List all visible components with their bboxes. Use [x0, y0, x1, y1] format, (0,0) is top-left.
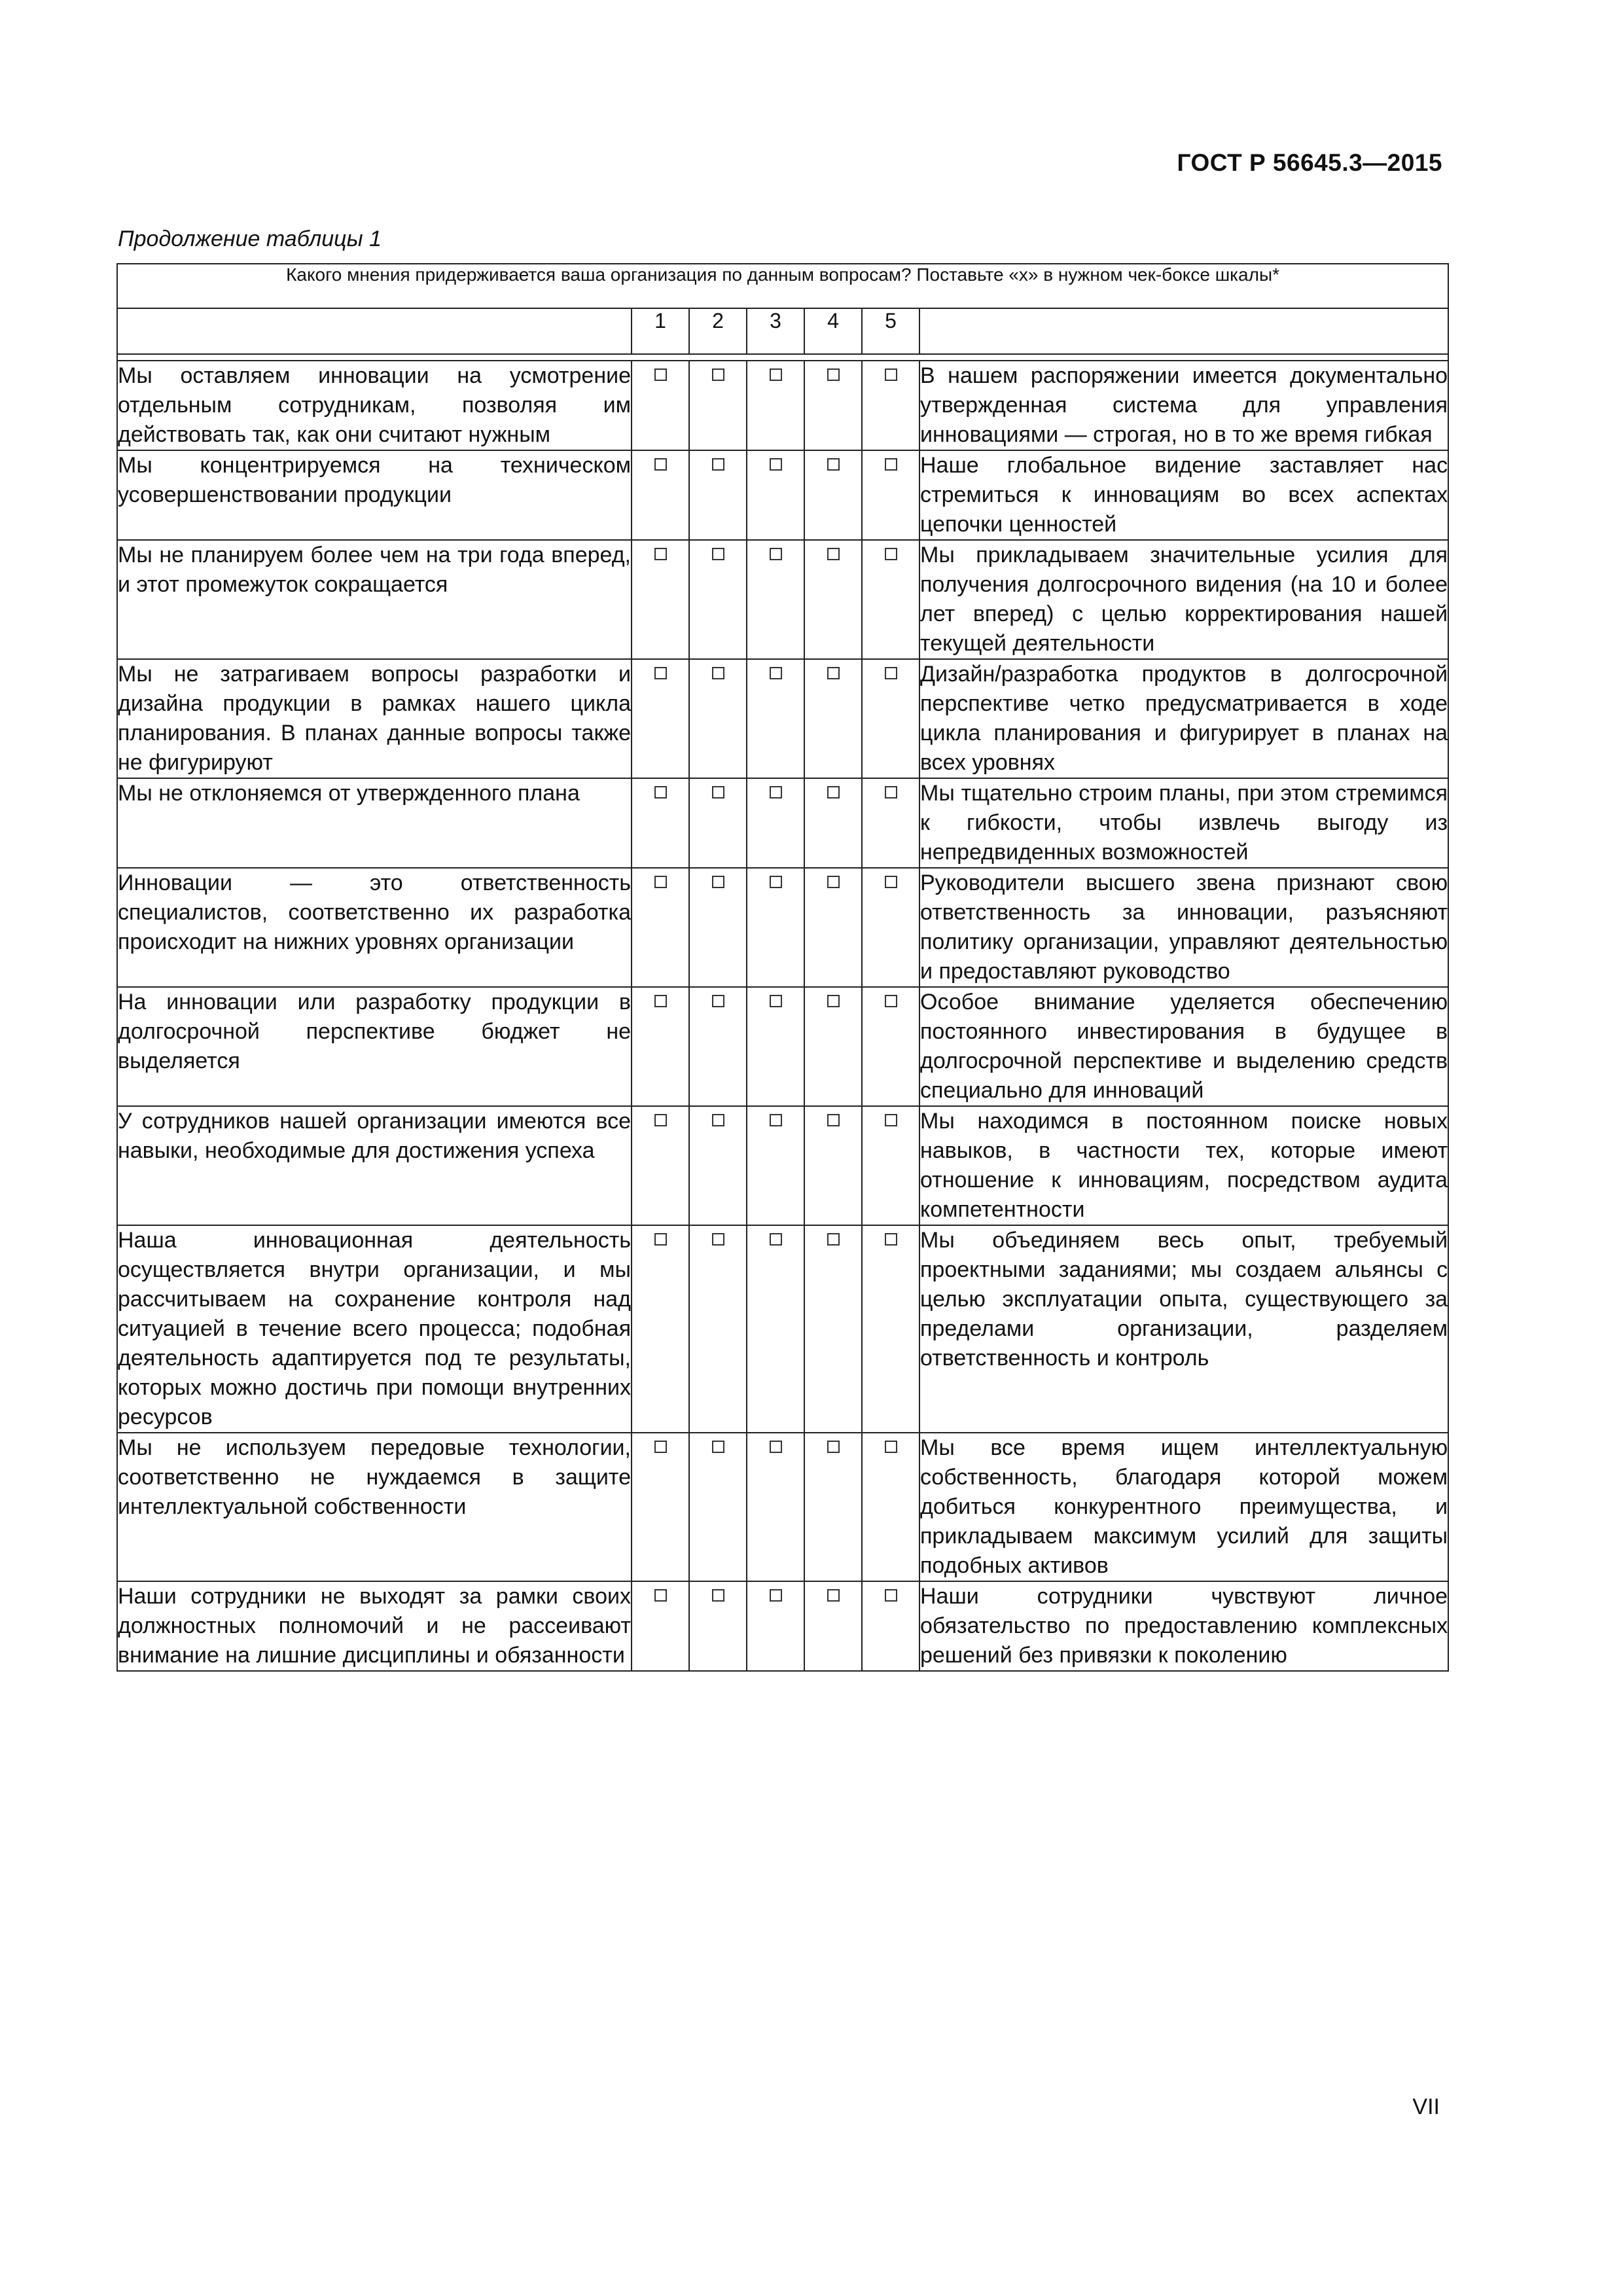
- scale-checkbox-cell: [862, 1433, 919, 1581]
- checkbox-1[interactable]: [654, 786, 667, 798]
- scale-checkbox-cell: [689, 1225, 747, 1433]
- statement-left: Мы концентрируемся на техническом усовершенствовании продукции: [117, 450, 632, 540]
- checkbox-1[interactable]: [654, 1114, 667, 1126]
- table-row: [117, 540, 1448, 659]
- statement-left: Мы не планируем более чем на три года вперед, и этот промежуток сокращается: [117, 540, 632, 659]
- checkbox-2[interactable]: [712, 548, 724, 560]
- scale-checkbox-cell: [862, 868, 919, 987]
- scale-checkbox-cell: [747, 1581, 804, 1671]
- checkbox-2[interactable]: [712, 1441, 724, 1453]
- statement-right: Руководители высшего звена признают свою ответственность за инновации, разъясняют политику организации, управляют деятельностью и предоставляют руководство: [919, 868, 1448, 987]
- statement-left: Мы не затрагиваем вопросы разработки и дизайна продукции в рамках нашего цикла планирования. В планах данные вопросы также не фигурируют: [117, 659, 632, 778]
- statement-right: Мы объединяем весь опыт, требуемый проектными заданиями; мы создаем альянсы с целью эксплуатации опыта, существующего за пределами организации, разделяем ответственность и контроль: [919, 1225, 1448, 1433]
- statement-left: Наши сотрудники не выходят за рамки своих должностных полномочий и не рассеивают внимание на лишние дисциплины и обязанности: [117, 1581, 632, 1671]
- scale-number-4: 4: [804, 308, 862, 354]
- scale-number-5: 5: [862, 308, 919, 354]
- checkbox-4[interactable]: [827, 995, 840, 1007]
- table-row: [117, 868, 1448, 987]
- scale-checkbox-cell: [632, 1433, 689, 1581]
- checkbox-2[interactable]: [712, 1233, 724, 1246]
- table-row: [117, 659, 1448, 778]
- scale-checkbox-cell: [804, 987, 862, 1106]
- checkbox-3[interactable]: [770, 995, 782, 1007]
- scale-checkbox-cell: [862, 450, 919, 540]
- scale-checkbox-cell: [632, 987, 689, 1106]
- scale-checkbox-cell: [689, 1433, 747, 1581]
- scale-checkbox-cell: [862, 659, 919, 778]
- checkbox-2[interactable]: [712, 1114, 724, 1126]
- scale-number-2: 2: [689, 308, 747, 354]
- checkbox-3[interactable]: [770, 1233, 782, 1246]
- scale-checkbox-cell: [862, 987, 919, 1106]
- checkbox-1[interactable]: [654, 458, 667, 471]
- scale-number-1: 1: [632, 308, 689, 354]
- scale-checkbox-cell: [632, 1581, 689, 1671]
- checkbox-4[interactable]: [827, 1589, 840, 1602]
- scale-checkbox-cell: [689, 778, 747, 868]
- checkbox-3[interactable]: [770, 667, 782, 679]
- statement-left: На инновации или разработку продукции в долгосрочной перспективе бюджет не выделяется: [117, 987, 632, 1106]
- checkbox-3[interactable]: [770, 876, 782, 888]
- table-caption: Продолжение таблицы 1: [118, 226, 382, 251]
- checkbox-4[interactable]: [827, 1441, 840, 1453]
- scale-checkbox-cell: [804, 450, 862, 540]
- table-row: [117, 1106, 1448, 1225]
- table-row: [117, 778, 1448, 868]
- scale-checkbox-cell: [747, 987, 804, 1106]
- checkbox-1[interactable]: [654, 368, 667, 381]
- scale-checkbox-cell: [689, 450, 747, 540]
- table-row: [117, 361, 1448, 450]
- scale-checkbox-cell: [804, 778, 862, 868]
- table-row: [117, 1225, 1448, 1433]
- table-row: [117, 987, 1448, 1106]
- scale-checkbox-cell: [804, 659, 862, 778]
- scale-checkbox-cell: [689, 540, 747, 659]
- checkbox-4[interactable]: [827, 368, 840, 381]
- header-separator: [117, 354, 1448, 361]
- scale-checkbox-cell: [632, 361, 689, 450]
- checkbox-4[interactable]: [827, 786, 840, 798]
- scale-checkbox-cell: [689, 987, 747, 1106]
- scale-checkbox-cell: [747, 778, 804, 868]
- checkbox-5[interactable]: [885, 1233, 897, 1246]
- checkbox-1[interactable]: [654, 1233, 667, 1246]
- page-number: VII: [1412, 2094, 1440, 2119]
- scale-checkbox-cell: [747, 1433, 804, 1581]
- checkbox-5[interactable]: [885, 995, 897, 1007]
- checkbox-5[interactable]: [885, 1114, 897, 1126]
- question-header: Какого мнения придерживается ваша организация по данным вопросам? Поставьте «х» в нужном чек-боксе шкалы*: [117, 264, 1448, 308]
- scale-checkbox-cell: [747, 659, 804, 778]
- statement-right: Дизайн/разработка продуктов в долгосрочной перспективе четко предусматривается в ходе цикла планирования и фигурирует в планах на всех уровнях: [919, 659, 1448, 778]
- scale-checkbox-cell: [862, 1225, 919, 1433]
- scale-checkbox-cell: [632, 868, 689, 987]
- checkbox-5[interactable]: [885, 1589, 897, 1602]
- statement-right: Особое внимание уделяется обеспечению постоянного инвестирования в будущее в долгосрочной перспективе и выделению средств специально для инноваций: [919, 987, 1448, 1106]
- scale-checkbox-cell: [862, 1106, 919, 1225]
- scale-checkbox-cell: [804, 1225, 862, 1433]
- statement-right: Мы находимся в постоянном поиске новых навыков, в частности тех, которые имеют отношение к инновациям, посредством аудита компетентности: [919, 1106, 1448, 1225]
- statement-right: Наши сотрудники чувствуют личное обязательство по предоставлению комплексных решений без привязки к поколению: [919, 1581, 1448, 1671]
- scale-checkbox-cell: [804, 1433, 862, 1581]
- checkbox-1[interactable]: [654, 1589, 667, 1602]
- checkbox-5[interactable]: [885, 368, 897, 381]
- checkbox-3[interactable]: [770, 368, 782, 381]
- checkbox-4[interactable]: [827, 548, 840, 560]
- checkbox-3[interactable]: [770, 1114, 782, 1126]
- checkbox-2[interactable]: [712, 995, 724, 1007]
- statement-right: В нашем распоряжении имеется документально утвержденная система для управления инновациями — строгая, но в то же время гибкая: [919, 361, 1448, 450]
- scale-checkbox-cell: [804, 540, 862, 659]
- checkbox-3[interactable]: [770, 786, 782, 798]
- checkbox-4[interactable]: [827, 667, 840, 679]
- checkbox-1[interactable]: [654, 995, 667, 1007]
- statement-right: Наше глобальное видение заставляет нас стремиться к инновациям во всех аспектах цепочки ценностей: [919, 450, 1448, 540]
- document-code: ГОСТ Р 56645.3—2015: [1177, 149, 1442, 176]
- checkbox-5[interactable]: [885, 786, 897, 798]
- checkbox-5[interactable]: [885, 548, 897, 560]
- checkbox-5[interactable]: [885, 1441, 897, 1453]
- checkbox-5[interactable]: [885, 876, 897, 888]
- scale-checkbox-cell: [632, 659, 689, 778]
- questionnaire-table: [116, 263, 1449, 1672]
- scale-checkbox-cell: [747, 540, 804, 659]
- statement-left: Мы не отклоняемся от утвержденного плана: [117, 778, 632, 868]
- scale-checkbox-cell: [632, 1225, 689, 1433]
- scale-checkbox-cell: [862, 361, 919, 450]
- checkbox-2[interactable]: [712, 786, 724, 798]
- scale-checkbox-cell: [862, 1581, 919, 1671]
- table-row: [117, 1433, 1448, 1581]
- scale-checkbox-cell: [689, 361, 747, 450]
- scale-checkbox-cell: [862, 778, 919, 868]
- checkbox-1[interactable]: [654, 667, 667, 679]
- checkbox-4[interactable]: [827, 1114, 840, 1126]
- checkbox-4[interactable]: [827, 876, 840, 888]
- checkbox-4[interactable]: [827, 458, 840, 471]
- checkbox-3[interactable]: [770, 1589, 782, 1602]
- checkbox-2[interactable]: [712, 368, 724, 381]
- scale-checkbox-cell: [747, 1106, 804, 1225]
- scale-checkbox-cell: [747, 868, 804, 987]
- statement-left: Мы оставляем инновации на усмотрение отдельным сотрудникам, позволяя им действовать так, как они считают нужным: [117, 361, 632, 450]
- scale-checkbox-cell: [804, 1581, 862, 1671]
- scale-checkbox-cell: [689, 1106, 747, 1225]
- checkbox-5[interactable]: [885, 458, 897, 471]
- scale-checkbox-cell: [747, 361, 804, 450]
- checkbox-2[interactable]: [712, 458, 724, 471]
- statement-right: Мы тщательно строим планы, при этом стремимся к гибкости, чтобы извлечь выгоду из непредвиденных возможностей: [919, 778, 1448, 868]
- scale-checkbox-cell: [862, 540, 919, 659]
- scale-checkbox-cell: [804, 361, 862, 450]
- statement-left: Инновации — это ответственность специалистов, соответственно их разработка происходит на нижних уровнях организации: [117, 868, 632, 987]
- table-row: [117, 450, 1448, 540]
- checkbox-1[interactable]: [654, 1441, 667, 1453]
- checkbox-1[interactable]: [654, 548, 667, 560]
- scale-blank-right: [919, 308, 1448, 354]
- checkbox-2[interactable]: [712, 1589, 724, 1602]
- checkbox-2[interactable]: [712, 876, 724, 888]
- scale-checkbox-cell: [632, 540, 689, 659]
- scale-checkbox-cell: [632, 450, 689, 540]
- checkbox-3[interactable]: [770, 458, 782, 471]
- scale-number-3: 3: [747, 308, 804, 354]
- statement-right: Мы прикладываем значительные усилия для получения долгосрочного видения (на 10 и более лет вперед) с целью корректирования нашей текущей деятельности: [919, 540, 1448, 659]
- scale-checkbox-cell: [747, 450, 804, 540]
- scale-checkbox-cell: [804, 868, 862, 987]
- checkbox-3[interactable]: [770, 1441, 782, 1453]
- scale-checkbox-cell: [804, 1106, 862, 1225]
- checkbox-2[interactable]: [712, 667, 724, 679]
- scale-checkbox-cell: [689, 1581, 747, 1671]
- checkbox-3[interactable]: [770, 548, 782, 560]
- scale-blank-left: [117, 308, 632, 354]
- statement-left: Наша инновационная деятельность осуществляется внутри организации, и мы рассчитываем на сохранение контроля над ситуацией в течение всего процесса; подобная деятельность адаптируется под те результаты, которых можно достичь при помощи внутренних ресурсов: [117, 1225, 632, 1433]
- scale-checkbox-cell: [747, 1225, 804, 1433]
- checkbox-1[interactable]: [654, 876, 667, 888]
- scale-checkbox-cell: [689, 659, 747, 778]
- scale-checkbox-cell: [689, 868, 747, 987]
- statement-right: Мы все время ищем интеллектуальную собственность, благодаря которой можем добиться конкурентного преимущества, и прикладываем максимум усилий для защиты подобных активов: [919, 1433, 1448, 1581]
- scale-checkbox-cell: [632, 1106, 689, 1225]
- scale-checkbox-cell: [632, 778, 689, 868]
- checkbox-4[interactable]: [827, 1233, 840, 1246]
- statement-left: Мы не используем передовые технологии, соответственно не нуждаемся в защите интеллектуальной собственности: [117, 1433, 632, 1581]
- table-row: [117, 1581, 1448, 1671]
- checkbox-5[interactable]: [885, 667, 897, 679]
- statement-left: У сотрудников нашей организации имеются все навыки, необходимые для достижения успеха: [117, 1106, 632, 1225]
